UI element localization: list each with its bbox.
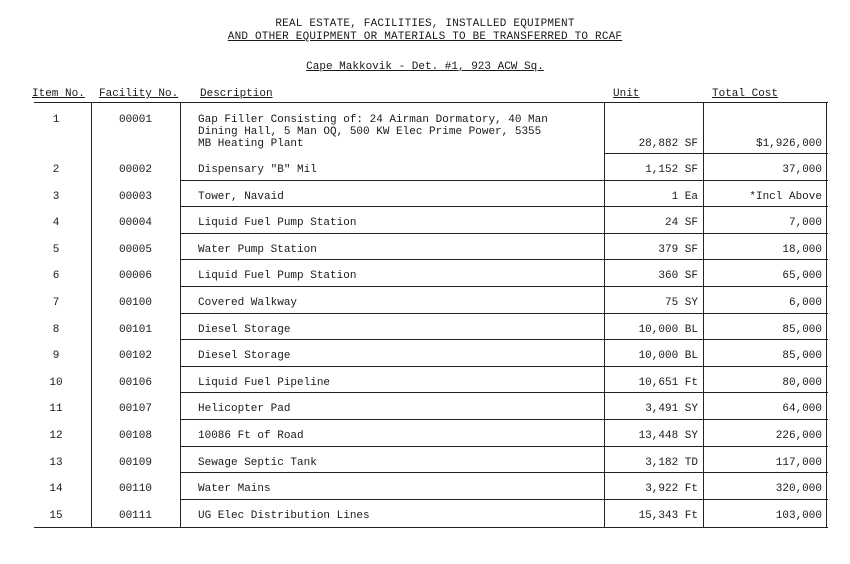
total-cost: 7,000	[788, 217, 822, 230]
facility-number: 00100	[118, 297, 152, 309]
description	[198, 191, 284, 203]
document-title-line2: AND OTHER EQUIPMENT OR MATERIALS TO BE TRANSFERRED TO RCAF	[227, 31, 623, 43]
total-cost: 85,000	[782, 323, 822, 336]
description-line: Dining Hall, 5 Man OQ, 500 KW Elec Prime Power, 5355	[198, 126, 542, 138]
total-cost: 80,000	[782, 376, 822, 389]
description-line: Helicopter Pad	[198, 403, 291, 416]
total-cost: 65,000	[782, 270, 822, 283]
facility-number: 00006	[118, 270, 152, 283]
document-subtitle: Cape Makkovik - Det. #1, 923 ACW Sq.	[306, 61, 544, 73]
facility-number: 00001	[118, 114, 152, 126]
table-row	[34, 340, 828, 367]
total-cost: 18,000	[782, 243, 822, 256]
item-number: 8	[52, 323, 60, 336]
description	[198, 297, 297, 309]
description-line: Water Mains	[198, 483, 271, 496]
header-description: Description	[200, 88, 273, 100]
total-cost: 64,000	[782, 403, 822, 416]
description-line: Liquid Fuel Pipeline	[198, 376, 331, 389]
table-row	[34, 154, 828, 181]
item-number: 7	[52, 297, 60, 309]
description	[198, 350, 290, 362]
total-cost: 6,000	[788, 297, 822, 309]
header-unit: Unit	[613, 88, 640, 100]
facility-number: 00111	[118, 509, 152, 522]
facility-number: 00107	[118, 403, 152, 416]
unit-quantity: 360 SF	[658, 270, 698, 283]
facility-number: 00101	[118, 323, 152, 336]
table-row	[34, 207, 828, 234]
unit-quantity: 75 SY	[664, 297, 698, 309]
unit-quantity: 3,491 SY	[645, 403, 698, 416]
item-number: 6	[52, 270, 60, 283]
description-line: UG Elec Distribution Lines	[198, 509, 370, 522]
unit-quantity: 379 SF	[658, 243, 698, 256]
table-row	[34, 473, 828, 500]
description	[198, 164, 317, 176]
item-number: 15	[49, 509, 63, 522]
header-total-cost: Total Cost	[712, 88, 779, 100]
unit-quantity: 24 SF	[664, 217, 698, 230]
description-line: Water Pump Station	[198, 243, 317, 256]
header-item-no: Item No.	[32, 88, 85, 100]
facility-number: 00102	[118, 350, 152, 363]
unit-quantity: 13,448 SY	[638, 430, 698, 442]
total-cost: 103,000	[775, 509, 822, 522]
description	[198, 270, 356, 282]
table-row	[34, 287, 828, 314]
description	[198, 430, 304, 442]
total-cost: *Incl Above	[749, 190, 822, 203]
description	[198, 114, 548, 150]
description	[198, 377, 330, 389]
table-row	[34, 234, 828, 261]
unit-quantity: 10,000 BL	[638, 350, 698, 363]
facility-number: 00002	[118, 164, 152, 176]
description-line: MB Heating Plant	[198, 138, 304, 150]
description-line: Liquid Fuel Pump Station	[198, 217, 357, 230]
description	[198, 403, 290, 415]
description	[198, 483, 271, 495]
table-row	[34, 260, 828, 287]
total-cost: 320,000	[775, 483, 822, 496]
unit-quantity: 15,343 Ft	[638, 509, 698, 522]
table-row	[34, 447, 828, 474]
unit-quantity: 10,000 BL	[638, 323, 698, 336]
total-cost: $1,926,000	[755, 138, 822, 150]
description	[198, 217, 356, 229]
total-cost: 226,000	[775, 430, 822, 442]
description-line: Gap Filler Consisting of: 24 Airman Dormatory, 40 Man	[198, 114, 548, 126]
unit-quantity: 10,651 Ft	[638, 376, 698, 389]
unit-quantity: 1,152 SF	[645, 164, 698, 176]
unit-quantity: 3,182 TD	[645, 456, 698, 469]
table-row	[34, 314, 828, 341]
table-row	[34, 393, 828, 420]
table-row	[34, 103, 828, 154]
description	[198, 324, 290, 336]
description-line: Diesel Storage	[198, 350, 291, 363]
facility-number: 00005	[118, 243, 152, 256]
facility-number: 00003	[118, 190, 152, 203]
item-number: 11	[49, 403, 63, 416]
description-line: 10086 Ft of Road	[198, 430, 304, 442]
total-cost: 117,000	[775, 456, 822, 469]
item-number: 4	[52, 217, 60, 230]
item-number: 13	[49, 456, 63, 469]
description	[198, 457, 317, 469]
description	[198, 244, 317, 256]
table-row	[34, 420, 828, 447]
unit-quantity: 3,922 Ft	[645, 483, 698, 496]
facility-number: 00109	[118, 456, 152, 469]
table-row	[34, 181, 828, 208]
description-line: Diesel Storage	[198, 323, 291, 336]
header-facility-no: Facility No.	[99, 88, 179, 100]
table-row	[34, 500, 828, 527]
unit-quantity: 28,882 SF	[638, 138, 698, 150]
facility-number: 00110	[118, 483, 152, 496]
facility-number: 00004	[118, 217, 152, 230]
item-number: 9	[52, 350, 60, 363]
description-line: Tower, Navaid	[198, 190, 284, 203]
description-line: Dispensary "B" Mil	[198, 164, 317, 176]
facility-number: 00106	[118, 376, 152, 389]
description	[198, 510, 370, 522]
description-line: Liquid Fuel Pump Station	[198, 270, 357, 283]
total-cost: 37,000	[782, 164, 822, 176]
description-line: Covered Walkway	[198, 297, 298, 309]
item-number: 10	[49, 376, 63, 389]
item-number: 3	[52, 190, 60, 203]
total-cost: 85,000	[782, 350, 822, 363]
unit-quantity: 1 Ea	[671, 190, 698, 203]
facility-table	[34, 102, 828, 528]
description-line: Sewage Septic Tank	[198, 456, 317, 469]
item-number: 1	[52, 114, 60, 126]
item-number: 12	[49, 430, 63, 442]
item-number: 2	[52, 164, 60, 176]
item-number: 14	[49, 483, 63, 496]
document-title-line1: REAL ESTATE, FACILITIES, INSTALLED EQUIPMENT	[275, 18, 575, 30]
facility-number: 00108	[118, 430, 152, 442]
item-number: 5	[52, 243, 60, 256]
table-row	[34, 367, 828, 394]
